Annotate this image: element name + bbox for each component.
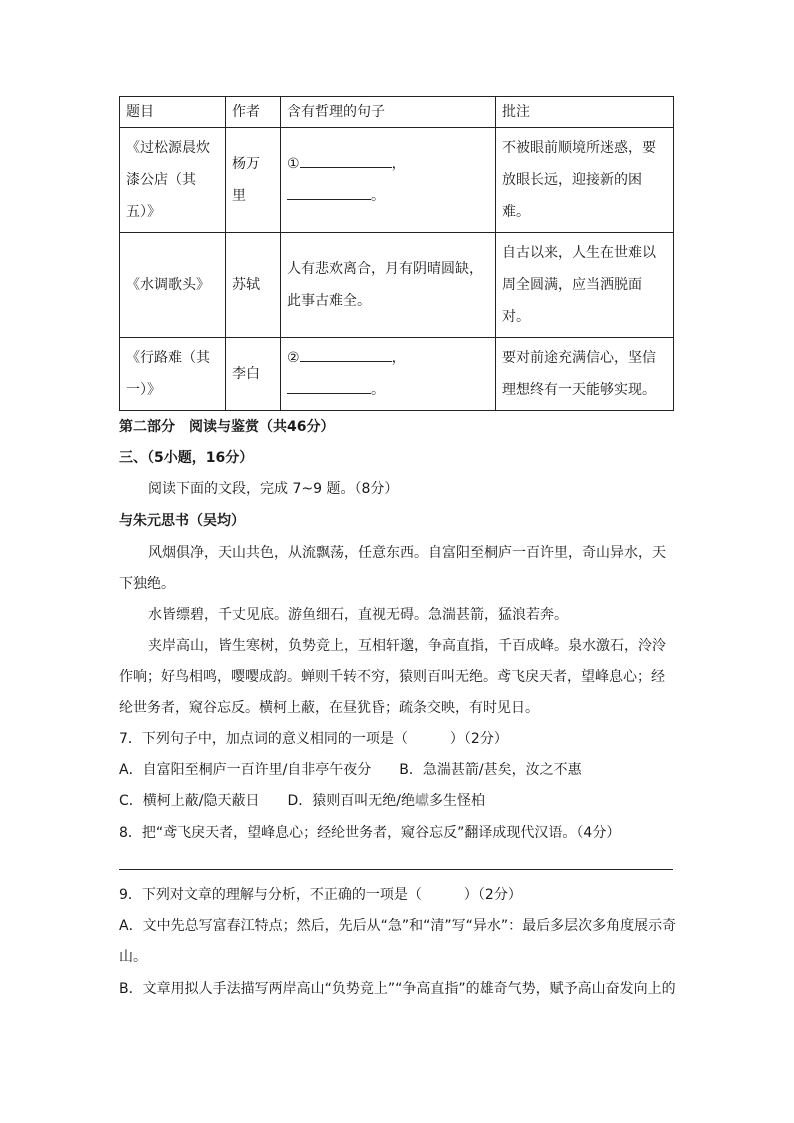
row3-author	[226, 338, 281, 411]
note-line: 对。	[502, 309, 530, 325]
answer-blank[interactable]	[300, 345, 392, 362]
question-9-option-a: A．文中先总写富春江特点；然后，先后从“急”和“清”写“异水”：最后多层次多角度展示奇	[119, 918, 677, 934]
fill-blank-line	[287, 342, 489, 374]
table-row	[120, 233, 674, 338]
row2-note	[496, 233, 674, 338]
punctuation: 。	[371, 188, 385, 204]
note-line: 自古以来，人生在世难以	[502, 245, 656, 261]
title-line: 《行路难（其	[126, 350, 210, 366]
title-line: 《水调歌头》	[126, 277, 210, 293]
row3-title	[120, 338, 226, 411]
poem-table	[119, 96, 674, 411]
author-line: 杨万	[232, 156, 260, 172]
note-line: 不被眼前顺境所迷惑，要	[502, 140, 656, 156]
note-line: 理想终有一天能够实现。	[502, 382, 656, 398]
options-cd-text: C．横柯上蔽/隐天蔽日 D．猿则百叫无绝/绝	[119, 793, 415, 809]
author-line: 李白	[232, 366, 260, 382]
question-7-options-ab: A．自富阳至桐庐一百许里/自非亭午夜分 B．急湍甚箭/甚矣，汝之不惠	[119, 762, 582, 778]
passage-line: 夹岸高山，皆生寒树，负势竞上，互相轩邈，争高直指，千百成峰。泉水激石，泠泠	[148, 638, 666, 654]
row1-author	[226, 128, 281, 233]
row1-title	[120, 128, 226, 233]
question-9-option-a-cont: 山。	[119, 949, 147, 965]
passage-line: 下独绝。	[119, 576, 175, 592]
note-line: 周全圆满，应当洒脱面	[502, 277, 642, 293]
instruction: 阅读下面的文段，完成 7~9 题。（8分）	[148, 481, 399, 497]
row2-author	[226, 233, 281, 338]
answer-blank[interactable]	[287, 377, 371, 394]
note-line: 要对前途充满信心，坚信	[502, 350, 656, 366]
title-line: 五）》	[126, 204, 161, 220]
fill-blank-line	[287, 148, 489, 180]
row2-title	[120, 233, 226, 338]
title-line: 一）》	[126, 382, 161, 398]
question-9-stem: 9．下列对文章的理解与分析，不正确的一项是（ ）（2分）	[119, 887, 522, 903]
passage-line: 纶世务者，窥谷忘反。横柯上蔽，在昼犹昏；疏条交映，有时见日。	[119, 700, 539, 716]
header-author: 作者	[226, 97, 281, 128]
row3-sentence	[281, 338, 496, 411]
title-line: 漆公店（其	[126, 172, 196, 188]
question-8-stem: 8．把“鸢飞戾天者，望峰息心；经纶世务者，窥谷忘反”翻译成现代汉语。（4分）	[119, 825, 621, 841]
passage-line: 水皆缥碧，千丈见底。游鱼细石，直视无碍。急湍甚箭，猛浪若奔。	[148, 607, 568, 623]
question-9-option-b: B．文章用拟人手法描写两岸高山“负势竞上”“争高直指”的雄奇气势，赋予高山奋发向上的	[119, 981, 676, 997]
author-line: 苏轼	[232, 277, 260, 293]
text-title: 与朱元思书（吴均）	[119, 513, 245, 529]
row3-note	[496, 338, 674, 411]
note-line: 放眼长远，迎接新的困	[502, 172, 642, 188]
rare-character: 巘	[415, 793, 429, 809]
punctuation: ，	[391, 350, 406, 366]
passage-line: 风烟俱净，天山共色，从流飘荡，任意东西。自富阳至桐庐一百许里，奇山异水，天	[148, 545, 666, 561]
answer-blank[interactable]	[287, 183, 371, 200]
table-header-row	[120, 97, 674, 128]
answer-blank[interactable]	[300, 151, 392, 168]
sentence-line: 人有悲欢离合，月有阴晴圆缺，	[287, 261, 483, 277]
punctuation: ，	[391, 156, 406, 172]
header-note: 批注	[496, 97, 674, 128]
table-row	[120, 338, 674, 411]
part-heading: 第二部分 阅读与鉴赏（共46分）	[119, 419, 335, 435]
row1-sentence	[281, 128, 496, 233]
sentence-line: 此事古难全。	[287, 293, 371, 309]
fill-blank-line	[287, 180, 489, 212]
passage-line: 作响；好鸟相鸣，嘤嘤成韵。蝉则千转不穷，猿则百叫无绝。鸢飞戾天者，望峰息心；经	[119, 669, 665, 685]
table-row	[120, 128, 674, 233]
sub-heading: 三、（5小题，16分）	[119, 450, 254, 466]
header-sentence: 含有哲理的句子	[281, 97, 496, 128]
question-7-stem: 7．下列句子中，加点词的意义相同的一项是（ ）（2分）	[119, 731, 508, 747]
author-line: 里	[232, 188, 246, 204]
item-number: ①	[287, 156, 300, 172]
option-d-tail: 多生怪柏	[429, 793, 485, 809]
row2-sentence	[281, 233, 496, 338]
answer-line[interactable]	[119, 869, 673, 870]
item-number: ②	[287, 350, 300, 366]
row1-note	[496, 128, 674, 233]
question-7-options-cd	[119, 791, 485, 811]
title-line: 《过松源晨炊	[126, 140, 210, 156]
note-line: 难。	[502, 204, 530, 220]
fill-blank-line	[287, 374, 489, 406]
header-title: 题目	[120, 97, 226, 128]
punctuation: 。	[371, 382, 385, 398]
